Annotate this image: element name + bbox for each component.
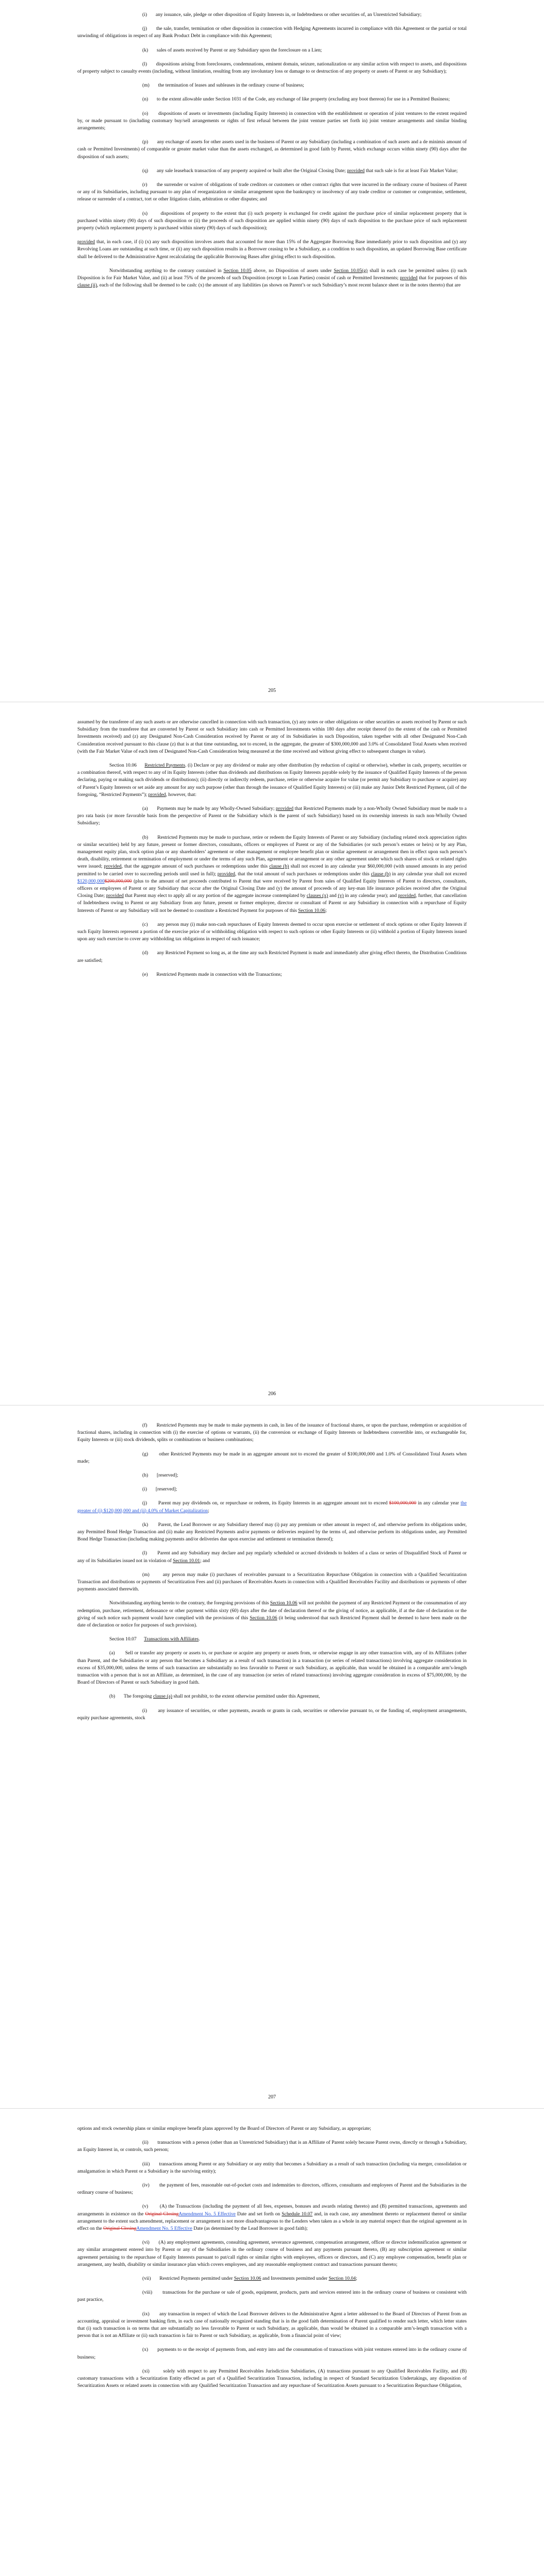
- paragraph: [77, 2182, 467, 2196]
- page-3: [0, 1406, 544, 2092]
- paragraph: [77, 2289, 467, 2303]
- paragraph: [77, 834, 467, 914]
- paragraph: [77, 1486, 467, 1493]
- underlined-term: clause (b): [269, 863, 289, 870]
- paragraph: [77, 47, 467, 54]
- text-run: in any calendar year: [416, 1500, 461, 1506]
- underlined-term: Section 10.06: [270, 1600, 298, 1606]
- page-1: [0, 0, 544, 685]
- text-run: Notwithstanding anything herein to the contrary, the foregoing provisions of this: [109, 1600, 270, 1606]
- paragraph: [77, 921, 467, 943]
- text-run: (plus to the amount of net proceeds contributed to Parent that were received by Parent from sales of Qualified Equity Interests of Parent to directors, consultants, officers or employees of Parent or any Subsidiary that occur after the Original Closing Date and (y) the amount of proceeds of any key-man life insurance policies received after the Original Closing Date;: [77, 878, 467, 899]
- underlined-term: provided: [347, 167, 365, 174]
- paragraph: [77, 1707, 467, 1722]
- underlined-term: Restricted Payments: [144, 762, 186, 769]
- underlined-term: Section 10.05(g): [334, 267, 368, 274]
- text-run: (i) [reserved];: [142, 1486, 177, 1493]
- text-run: , further, that cancellation of Indebtedness owing to Parent or any Subsidiary from any future, present or former employee, director or consultant of Parent or any Subsidiary in connection with a repurchase of Equity Interests of Parent or any Subsidiary will not be deemed to constitute a Restricted Payment for purposes of this: [77, 893, 467, 913]
- paragraph: [77, 2311, 467, 2340]
- text-run: (i) any issuance, sale, pledge or other disposition of Equity Interests in, or Indebtedness or other securities of, an Unrestricted Subsidiary;: [142, 12, 422, 18]
- text-run: (vii) Restricted Payments permitted under: [142, 2276, 234, 2282]
- paragraph: [77, 1422, 467, 1444]
- text-run: and: [328, 893, 338, 899]
- text-run: (e) Restricted Payments made in connection with the Transactions;: [142, 971, 282, 977]
- underlined-term: Section 10.04: [328, 2276, 356, 2282]
- paragraph: [77, 805, 467, 827]
- text-run: (l) dispositions arising from foreclosures, condemnations, eminent domain, seizure, nationalization or any similar action with respect to assets, and dispositions of property subject to casualty events (including, without limitation, resulting from any involuntary loss or damage to or destruction of any property or assets of Parent or any Subsidiary);: [77, 61, 467, 75]
- paragraph: [77, 2125, 467, 2132]
- paragraph: [77, 2203, 467, 2232]
- text-run: (j) the sale, transfer, termination or other disposition in connection with Hedging Agreements incurred in compliance with this Agreement or the partial or total unwinding of obligations in respect of any Bank Product Debt in compliance with this Agreement;: [77, 26, 467, 39]
- text-run: shall in each case be permitted unless (i) such Disposition is for Fair Market Value, and (ii) at least 75% of the proceeds of such Disposition (except to Loan Parties) consist of cash or Permitted Investments;: [77, 267, 467, 281]
- inserted-text: Amendment No. 5 Effective: [178, 2211, 236, 2217]
- text-run: ;: [325, 907, 327, 913]
- underlined-term: provided: [400, 275, 418, 281]
- text-run: above, no Disposition of assets under: [251, 267, 334, 274]
- text-run: (a) Payments may be made by any Wholly-Owned Subsidiary;: [142, 806, 276, 812]
- page-number: 205: [268, 688, 276, 693]
- text-run: ;: [208, 1507, 209, 1514]
- underlined-term: clause (a): [153, 1693, 173, 1700]
- inserted-text: $120,000,000: [77, 878, 105, 884]
- text-run: (vi) (A) any employment agreements, consulting agreement, severance agreement, compensation arrangement, officer or director indemnification agreement or any similar arrangement entered into by Parent or any of the Subsidiaries in the ordinary course of business and any payments pursuant thereto, (B) any subscription agreement or similar agreement pertaining to the repurchase of Equity Interests pursuant to put/call rights or similar rights with employees, officers or directors, and (C) any employee compensation, benefit plan or arrangement, any health, disability or similar insurance plan which covers employees, and any reasonable employment contract and transactions pursuant thereto;: [77, 2240, 467, 2267]
- text-run: (o) dispositions of assets or investments (including Equity Interests) in connection with the establishment or operation of joint ventures to the extent required by, or made pursuant to (including customary buy/sell arrangements or rights of first refusal between the joint venture parties set forth in) joint venture arrangements and similar binding arrangements;: [77, 110, 467, 131]
- text-run: (p) any exchange of assets for other assets used in the business of Parent or any Subsidiary (including a combination of such assets and a de minimis amount of cash or Permitted Investments) of comparable or greater market value than the assets exchanged, as determined in good faith by Parent, which exchange occurs within ninety (90) days after the disposition of such assets;: [77, 139, 467, 160]
- text-run: (i) any issuance of securities, or other payments, awards or grants in cash, securities or otherwise pursuant to, or the funding of, employment arrangements, equity purchase agreements, stock: [77, 1707, 467, 1721]
- underlined-term: clauses (x): [306, 893, 328, 899]
- text-run: (r) the surrender or waiver of obligations of trade creditors or customers or other contract rights that were incurred in the ordinary course of business of Parent or any of its Subsidiaries, including pursuant to any plan of reorganization or similar arrangement upon the bankruptcy or insolvency of any trade creditor or customer or compromise, settlement, release or surrender of a contract, tort or other litigation claim, arbitration or other disputes; and: [77, 182, 467, 202]
- paragraph: [77, 1451, 467, 1465]
- paragraph: [77, 210, 467, 232]
- text-run: that Restricted Payments made by a non-Wholly Owned Subsidiary must be made to a pro rata basis (or more favorable basis from the perspective of Parent or the Subsidiary which is the parent of such Subsidiary) based on its ownership interests in such non-Wholly Owned Subsidiary;: [77, 806, 467, 826]
- paragraph: [77, 239, 467, 261]
- underlined-term: provided: [217, 871, 235, 877]
- text-run: (c) any person may (i) make non-cash repurchases of Equity Interests deemed to occur upon exercise or settlement of stock options or other Equity Interests if such Equity Interests represent a portion of the exercise price of or withholding obligation with respect to such options or other Equity Interests or (ii) withhold a portion of Equity Interests issued upon any such exercise to cover any withholding tax obligations in respect of such issuance;: [77, 921, 467, 942]
- paragraph: [77, 110, 467, 132]
- text-run: Date (as determined by the Lead Borrower in good faith);: [192, 2226, 308, 2232]
- deleted-text: $100,000,000: [389, 1500, 417, 1506]
- text-run: will not prohibit the payment of any Restricted Payment or the consummation of any redemption, purchase, retirement, defeasance or other payment within sixty (60) days after the date of declaration thereof or the giving of notice, as applicable, if at the date of declaration or the giving of such notice such payment would have complied with the provisions of this: [77, 1600, 467, 1621]
- paragraph: [77, 2239, 467, 2268]
- text-run: (j) Parent may pay dividends on, or repurchase or redeem, its Equity Interests in an aggregate amount not to exceed: [142, 1500, 389, 1506]
- text-run: (viii) transactions for the purchase or sale of goods, equipment, products, parts and services entered into in the ordinary course of business or consistent with past practice,: [77, 2290, 467, 2303]
- underlined-term: Section 10.06: [298, 907, 325, 913]
- underlined-term: clause (b): [371, 871, 391, 877]
- inserted-text: Amendment No. 5 Effective: [136, 2226, 192, 2232]
- paragraph: [77, 2161, 467, 2175]
- paragraph: [77, 1693, 467, 1700]
- paragraph: [77, 2368, 467, 2390]
- text-run: that, in each case, if (i) (x) any such disposition involves assets that accounted for more than 15% of the Aggregate Borrowing Base immediately prior to such disposition and (y) any Revolving Loans are outstanding at such time, or (ii) any such disposition results in a Borrower ceasing to be a Subsidiary, as a condition to such disposition, an updated Borrowing Base certificate shall be delivered to the Administrative Agent recalculating the applicable Borrowing Bases after giving effect to such disposition.: [77, 239, 467, 260]
- paragraph: [77, 11, 467, 19]
- paragraph: [77, 1636, 467, 1643]
- paragraph: [77, 719, 467, 755]
- text-run: (d) any Restricted Payment so long as, at the time any such Restricted Payment is made and immediately after giving effect thereto, the Distribution Conditions are satisfied;: [77, 950, 467, 963]
- underlined-term: clause (ii): [77, 282, 97, 289]
- text-run: (n) to the extent allowable under Section 1031 of the Code, any exchange of like property (excluding any boot thereon) for use in a Permitted Business;: [142, 96, 450, 103]
- page-2: [0, 703, 544, 1388]
- underlined-term: (y): [338, 893, 344, 899]
- paragraph: [77, 1600, 467, 1629]
- text-run: (g) other Restricted Payments may be made in an aggregate amount not to exceed the greater of $100,000,000 and 1.0% of Consolidated Total Assets when made;: [77, 1451, 467, 1464]
- text-run: options and stock ownership plans or similar employee benefit plans approved by the Board of Directors of Parent or any Subsidiary, as appropriate;: [77, 2126, 371, 2131]
- text-run: (k) sales of assets received by Parent or any Subsidiary upon the foreclosure on a Lien;: [142, 47, 322, 53]
- text-run: , that the total amount of such purchases or redemptions under this: [235, 871, 371, 877]
- deleted-text: Original Closing: [103, 2226, 137, 2232]
- text-run: Notwithstanding anything to the contrary contained in: [109, 267, 224, 274]
- text-run: , that the aggregate amount of such purchases or redemptions under this: [121, 863, 270, 870]
- underlined-term: provided: [275, 806, 294, 812]
- text-run: (ix) any transaction in respect of which the Lead Borrower delivers to the Administrative Agent a letter addressed to the Board of Directors of Parent from an accounting, appraisal or investment banking firm, in each case of nationally recognized standing that is in the good faith determination of Parent qualified to render such letter, which letter states that (i) such transaction is on terms that are substantially no less favorable to Parent or such Subsidiary, as applicable, than would be obtained in a comparable arm’s-length transaction with a person that is not an Affiliate or (ii) such transaction is fair to Parent or such Subsidiary, as applicable, from a financial point of view;: [77, 2311, 467, 2339]
- text-run: . (i) Declare or pay any dividend or make any other distribution (by reduction of capital or otherwise), whether in cash, property, securities or a combination thereof, with respect to any of its Equity Interests (other than dividends and distributions on Equity Interests payable solely by the issuance of Qualified Equity Interests of the person declaring, paying or making such dividends or distributions); (ii) directly or indirectly redeem, purchase, retire or otherwise acquire for value (or permit any Subsidiary to purchase or acquire) any of Parent’s Equity Interests or set aside any amount for any such purpose (other than through the issuance of Qualified Equity Interests) or (iii) make any Junior Debt Restricted Payment, (all of the foregoing, “Restricted Payments”);: [77, 762, 467, 798]
- text-run: that Parent may elect to apply all or any portion of the aggregate increase contemplated by: [123, 893, 307, 899]
- inserted-text: the greater of (i) $120,000,000 and (ii) 4.0% of Market Capitalization: [77, 1500, 467, 1514]
- underlined-term: Section 10.05: [223, 267, 252, 274]
- paragraph: [77, 139, 467, 161]
- text-run: (xi) solely with respect to any Permitted Receivables Jurisdiction Subsidiaries, (A) transactions pursuant to any Qualified Receivables Facility, and (B) customary transactions with a Securitization Entity effected as part of a Qualified Securitization Transaction, including in respect of Standard Securitization Undertakings, any disposition of Securitization Assets or related assets in connection with any Qualified Securitization Transaction and any repurchase of Securitization Assets pursuant to a Securitization Repurchase Obligation,: [77, 2368, 467, 2389]
- text-run: , however, that:: [166, 791, 196, 798]
- text-run: in any calendar year shall not exceed: [390, 871, 467, 877]
- paragraph: [77, 762, 467, 799]
- paragraph: [77, 1650, 467, 1686]
- deleted-text: $200,000,000: [104, 878, 132, 884]
- text-run: that such sale is for at least Fair Market Value;: [365, 167, 458, 174]
- underlined-term: provided: [106, 893, 124, 899]
- paragraph: [77, 971, 467, 978]
- page-4: [0, 2110, 544, 2576]
- text-run: .: [199, 1636, 200, 1642]
- text-run: Section 10.06: [109, 762, 145, 769]
- text-run: ;: [356, 2276, 357, 2282]
- text-run: (m) the termination of leases and subleases in the ordinary course of business;: [142, 82, 304, 89]
- text-run: assumed by the transferee of any such assets or are otherwise cancelled in connection with such transaction, (y) any notes or other obligations or other securities or assets received by Parent or such Subsidiary from the transferee that are converted by Parent or such Subsidiary into cash or Permitted Investments within 180 days after receipt thereof (to the extent of the cash or Permitted Investments received) and (z) any Designated Non-Cash Consideration received by Parent or any of its Subsidiaries in such Disposition, taken together with all other Designated Non-Cash Consideration received pursuant to this clause (z) that is at that time outstanding, not to exceed, in the aggregate, the greater of $300,000,000 and 3.0% of Consolidated Total Assets when received (with the Fair Market Value of each item of Designated Non-Cash Consideration being measured at the time received and without giving effect to subsequent changes in value).: [77, 719, 467, 754]
- text-run: shall not exceed in any calendar year $60,000,000 (with unused amounts in any period permitted to be carried over to succeeding periods until used in full);: [77, 863, 467, 877]
- page-divider: [0, 2108, 544, 2109]
- paragraph: [77, 1500, 467, 1514]
- paragraph: [77, 1521, 467, 1544]
- text-run: (s) dispositions of property to the extent that (i) such property is exchanged for credit against the purchase price of similar replacement property that is purchased within ninety (90) days of such disposition or (ii) the proceeds of such disposition are applied within ninety (90) days of such disposition to the purchase price of such replacement property (which replacement property is purchased within ninety (90) days of such disposition);: [77, 210, 467, 231]
- page-number: 207: [268, 2094, 276, 2100]
- text-run: (ii) transactions with a person (other than an Unrestricted Subsidiary) that is an Affiliate of Parent solely because Parent owns, directly or through a Subsidiary, an Equity Interest in, or controls, such person;: [77, 2140, 467, 2153]
- text-run: shall not prohibit, to the extent otherwise permitted under this Agreement,: [172, 1693, 320, 1700]
- text-run: (iii) transactions among Parent or any Subsidiary or any entity that becomes a Subsidiary as a result of such transaction (including via merger, consolidation or amalgamation in which Parent or a Subsidiary is the surviving entity);: [77, 2161, 467, 2174]
- text-run: (q) any sale leaseback transaction of any property acquired or built after the Original Closing Date;: [142, 167, 347, 174]
- text-run: and, in each case, any amendment thereto or replacement thereof or similar arrangement to the extent such amendment, replacement or arrangement is not more disadvantageous to the Lenders when taken as a whole in any material respect than the original agreement as in effect on the: [77, 2211, 467, 2232]
- text-run: (b) Restricted Payments may be made to purchase, retire or redeem the Equity Interests of Parent or any Subsidiary (including related stock appreciation rights or similar securities) held by any future, present or former directors, consultants, officers or employees of Parent or any of the Subsidiaries (or such person’s estates or heirs) or by any Plan, management equity plan, stock option plan or any shareholders’ agreement or other management or employee benefit plan or similar agreement or arrangement then in effect upon such person’s death, disability, retirement or termination of employment or under the terms of any such Plan, agreement or arrangement or any other agreement under which such shares of stock or related rights were issued;: [77, 834, 467, 870]
- text-run: Date and set forth on: [235, 2211, 282, 2217]
- underlined-term: Section 10.01: [173, 1557, 200, 1564]
- paragraph: [77, 167, 467, 175]
- paragraph: [77, 96, 467, 103]
- paragraph: [77, 82, 467, 89]
- text-run: (b) The foregoing: [109, 1693, 153, 1700]
- text-run: (iv) the payment of fees, reasonable out-of-pocket costs and indemnities to directors, officers, consultants and employees of Parent and the Subsidiaries in the ordinary course of business;: [77, 2182, 467, 2196]
- paragraph: [77, 2139, 467, 2154]
- text-run: Section 10.07: [109, 1636, 144, 1642]
- underlined-term: Section 10.06: [234, 2276, 261, 2282]
- underlined-term: provided: [104, 863, 122, 870]
- text-run: (k) Parent, the Lead Borrower or any Subsidiary thereof may (i) pay any premium or other amount in respect of, and otherwise perform its obligations under, any Permitted Bond Hedge Transaction and (ii) make any Restricted Payments and/or payments or deliveries required by the terms of, and otherwise perform its obligations under, any Permitted Bond Hedge Transaction (including making payments and/or deliveries due upon exercise and settlement or termination thereof);: [77, 1521, 467, 1543]
- text-run: (m) any person may make (i) purchases of receivables pursuant to a Securitization Repurchase Obligation in connection with a Qualified Securitization Transaction and distributions or payments of Securitization Fees and (ii) purchases of Receivables Assets in connection with a Qualified Receivables Facility and distributions or payments of other payments associated therewith.: [77, 1571, 467, 1592]
- text-run: (l) Parent and any Subsidiary may declare and pay regularly scheduled or accrued dividends to holders of a class or series of Disqualified Stock of Parent or any of its Subsidiaries issued not in violation of: [77, 1550, 467, 1564]
- text-run: , each of the following shall be deemed to be cash: (x) the amount of any liabilities (as shown on Parent’s or such Subsidiary’s most recent balance sheet or in the notes thereto) that are: [97, 282, 461, 289]
- text-run: (v) (A) the Transactions (including the payment of all fees, expenses, bonuses and awards relating thereto) and (B) permitted transactions, agreements and arrangements in existence on the: [77, 2204, 467, 2217]
- underlined-term: provided: [398, 893, 416, 899]
- text-run: that for purposes of this: [417, 275, 467, 281]
- paragraph: [77, 2346, 467, 2361]
- text-run: (it being understood that such Restricted Payment shall be deemed to have been made on the date of declaration or notice for purposes of such provision).: [77, 1615, 467, 1629]
- paragraph: [77, 1571, 467, 1594]
- text-run: (a) Sell or transfer any property or assets to, or purchase or acquire any property or assets from, or otherwise engage in any other transaction with, any of its Affiliates (other than Parent, and the Subsidiaries or any person that becomes a Subsidiary as a result of such transaction) in a transaction (or series of related transactions) involving aggregate consideration in excess of $35,000,000, unless the terms of such transaction are substantially no less favorable to Parent or such Subsidiary, as applicable, than would be obtained in a comparable arm’s-length transaction with a person that is not an Affiliate, as determined, in the case of any transaction (or series of related transactions) involving aggregate consideration in excess of $75,000,000, by the Board of Directors of Parent or such Subsidiary in good faith.: [77, 1650, 467, 1686]
- underlined-term: provided: [77, 239, 95, 245]
- underlined-term: provided: [148, 791, 166, 798]
- deleted-text: Original Closing: [145, 2211, 179, 2217]
- paragraph: [77, 2275, 467, 2282]
- underlined-term: Section 10.06: [250, 1615, 277, 1621]
- paragraph: [77, 181, 467, 204]
- text-run: (x) payments to or the receipt of payments from, and entry into and the consummation of transactions with joint ventures entered into in the ordinary course of business;: [77, 2347, 467, 2360]
- paragraph: [77, 25, 467, 40]
- text-run: and Investments permitted under: [261, 2276, 329, 2282]
- text-run: in any calendar year); and: [343, 893, 398, 899]
- text-run: (f) Restricted Payments may be made to make payments in cash, in lieu of the issuance of fractional shares, or upon the purchase, redemption or acquisition of fractional shares, including in connection with (i) the exercise of options or warrants, (ii) the conversion or exchange of Equity Interests or Indebtedness convertible into, or exchangeable for, Equity Interests or (iii) stock dividends, splits or combinations or business combinations;: [77, 1422, 467, 1443]
- text-run: ; and: [200, 1557, 210, 1564]
- paragraph: [77, 61, 467, 75]
- paragraph: [77, 1550, 467, 1564]
- page-number: 206: [268, 1391, 276, 1397]
- paragraph: [77, 950, 467, 964]
- underlined-term: Schedule 10.07: [282, 2211, 313, 2217]
- paragraph: [77, 1472, 467, 1479]
- text-run: (h) [reserved];: [142, 1472, 178, 1479]
- underlined-term: Transactions with Affiliates: [144, 1636, 199, 1642]
- paragraph: [77, 267, 467, 290]
